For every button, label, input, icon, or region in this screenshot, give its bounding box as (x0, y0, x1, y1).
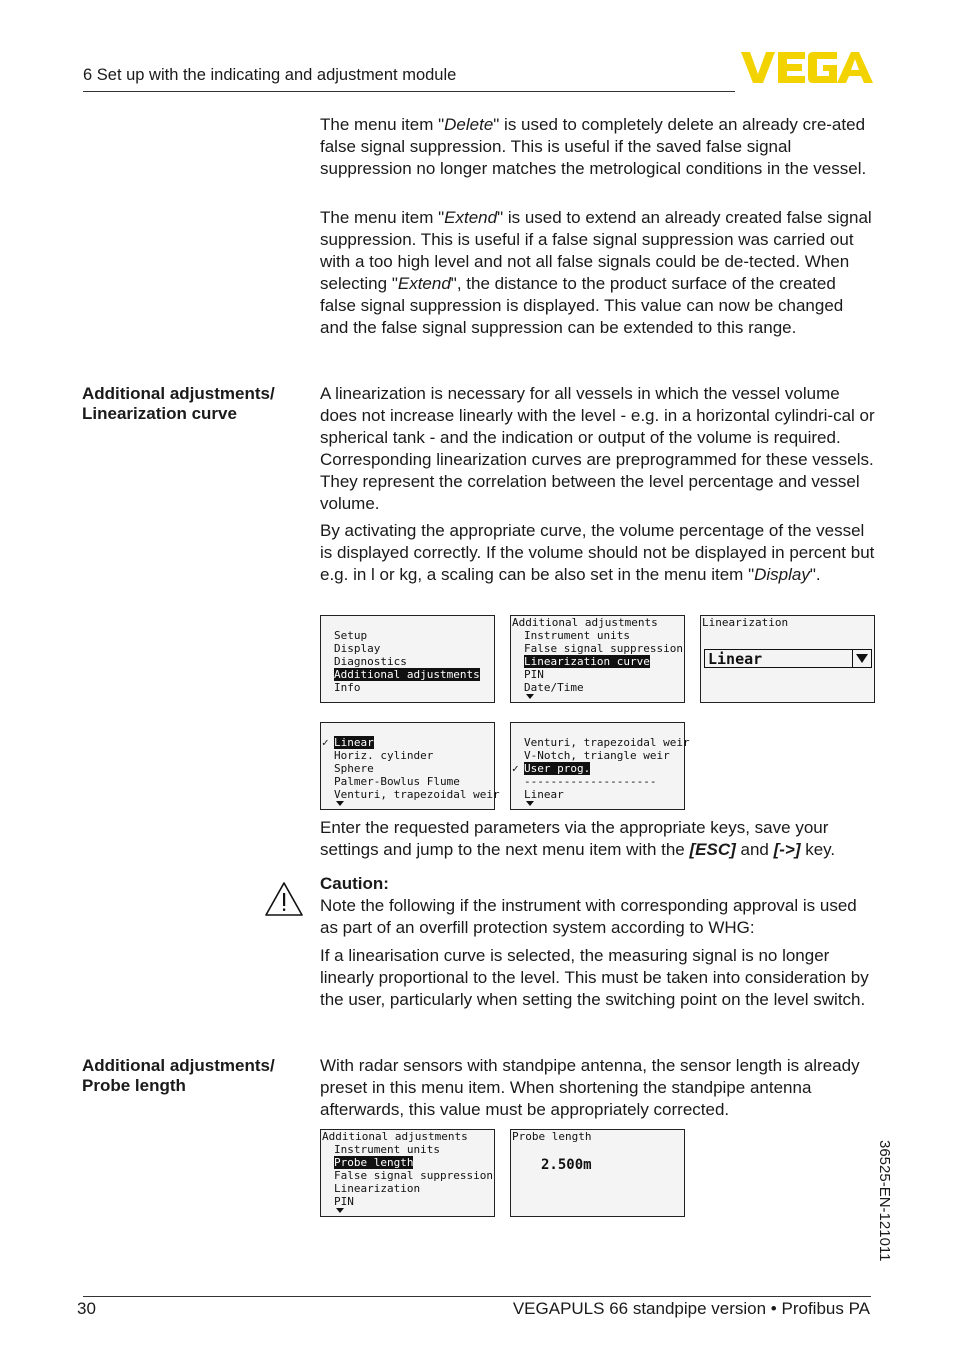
dropdown-arrow-icon (852, 650, 871, 667)
screen-probe-menu (320, 1129, 495, 1217)
screen-title: Additional adjustments (322, 1130, 468, 1143)
linearization-activate-paragraph: By activating the appropriate curve, the volume percentage of the vessel is displayed correctly. If the volume should not be displayed in percent but e.g. in l or kg, a scaling can be also set in the menu item "Display". (320, 521, 875, 584)
screen-probe-length (510, 1129, 685, 1217)
menu-item: False signal suppression (334, 1169, 493, 1182)
menu-item: False signal suppression (524, 642, 683, 655)
footer-rule (83, 1296, 871, 1297)
curve-item: Sphere (334, 762, 374, 775)
menu-item: PIN (524, 668, 544, 681)
enter-parameters-paragraph: Enter the requested parameters via the appropriate keys, save your settings and jump to the next menu item with the [ESC] and [->] key. (320, 818, 836, 859)
header-rule (83, 91, 735, 92)
curve-item-selected: User prog. (524, 762, 591, 775)
check-icon: ✓ (322, 736, 329, 749)
screen-linearization (700, 615, 875, 703)
curve-item: Linear (524, 788, 564, 801)
linearization-select (704, 649, 872, 668)
menu-item-selected: Linearization curve (524, 655, 650, 668)
probe-length-side-label: Additional adjustments/ Probe length (82, 1056, 275, 1095)
screen-additional-adjustments (510, 615, 685, 703)
footer-doc-title: VEGAPULS 66 standpipe version • Profibus PA (512, 1299, 870, 1318)
check-icon: ✓ (512, 762, 519, 775)
caution-text-2: If a linearisation curve is selected, the measuring signal is no longer linearly proportional to the level. This must be taken into consideration by the user, particularly when setting the switching point on the level switch. (320, 946, 869, 1009)
linearization-side-label: Additional adjustments/ Linearization curve (82, 384, 275, 423)
curve-item: V-Notch, triangle weir (524, 749, 670, 762)
linearization-select-value: Linear (708, 650, 763, 668)
scroll-down-icon (526, 801, 534, 806)
menu-item: Display (334, 642, 381, 655)
scroll-down-icon (336, 801, 344, 806)
curve-item: Horiz. cylinder (334, 749, 434, 762)
probe-length-value: 2.500m (541, 1157, 592, 1173)
document-code: 36525-EN-121011 (876, 1140, 893, 1262)
menu-item-selected: Probe length (334, 1156, 414, 1169)
probe-length-paragraph: With radar sensors with standpipe antenna, the sensor length is already preset in this menu item. When shortening the standpipe antenna afterwards, this value must be appropriately corrected. (320, 1056, 860, 1119)
menu-item: Instrument units (334, 1143, 440, 1156)
screen-curve-list-1 (320, 722, 500, 810)
delete-paragraph: The menu item "Delete" is used to completely delete an already cre-ated false signal suppression. This is useful if the saved false signal suppression no longer matches the metrological conditions in the vessel. (320, 115, 867, 178)
linearization-intro-paragraph: A linearization is necessary for all vessels in which the vessel volume does not increase linearly with the level - e.g. in a horizontal cylindri-cal or spherical tank - and the indication or output of the volume is required. Corresponding linearization curves are preprogrammed for these vessels. They represent the correlation between the level percentage and vessel volume. (320, 384, 875, 513)
menu-item: Setup (334, 629, 368, 642)
caution-text: Note the following if the instrument with corresponding approval is used as part of an overfill protection system according to WHG: (320, 896, 857, 937)
scroll-down-icon (526, 694, 534, 699)
menu-item: Info (334, 681, 361, 694)
divider-line: -------------------- (524, 775, 657, 788)
screen-curve-list-2 (510, 722, 690, 810)
menu-item: Instrument units (524, 629, 630, 642)
vega-logo (741, 52, 873, 84)
curve-item-selected: Linear (334, 736, 374, 749)
menu-item: Linearization (334, 1182, 421, 1195)
curve-item: Venturi, trapezoidal weir (334, 788, 500, 801)
menu-item: PIN (334, 1195, 354, 1208)
caution-title: Caution: (320, 874, 389, 893)
scroll-down-icon (336, 1208, 344, 1213)
menu-item-selected: Additional adjustments (334, 668, 480, 681)
section-header: 6 Set up with the indicating and adjustment module (83, 66, 457, 84)
extend-paragraph: The menu item "Extend" is used to extend an already created false signal suppression. This is useful if a false signal suppression was carried out with a too high level and not all false signals could be de-tected. When selecting "Extend", the distance to the product surface of the created false signal suppression is displayed. This value can now be changed and the false signal suppression can be extended to this range. (320, 208, 872, 337)
curve-item: Palmer-Bowlus Flume (334, 775, 460, 788)
menu-item: Diagnostics (334, 655, 407, 668)
warning-triangle-icon (264, 881, 304, 917)
page-number: 30 (77, 1299, 96, 1318)
curve-item: Venturi, trapezoidal weir (524, 736, 690, 749)
screen-title: Linearization (702, 616, 789, 629)
screen-main-menu (320, 615, 495, 703)
menu-item: Date/Time (524, 681, 584, 694)
screen-title: Probe length (512, 1130, 592, 1143)
screen-title: Additional adjustments (512, 616, 658, 629)
